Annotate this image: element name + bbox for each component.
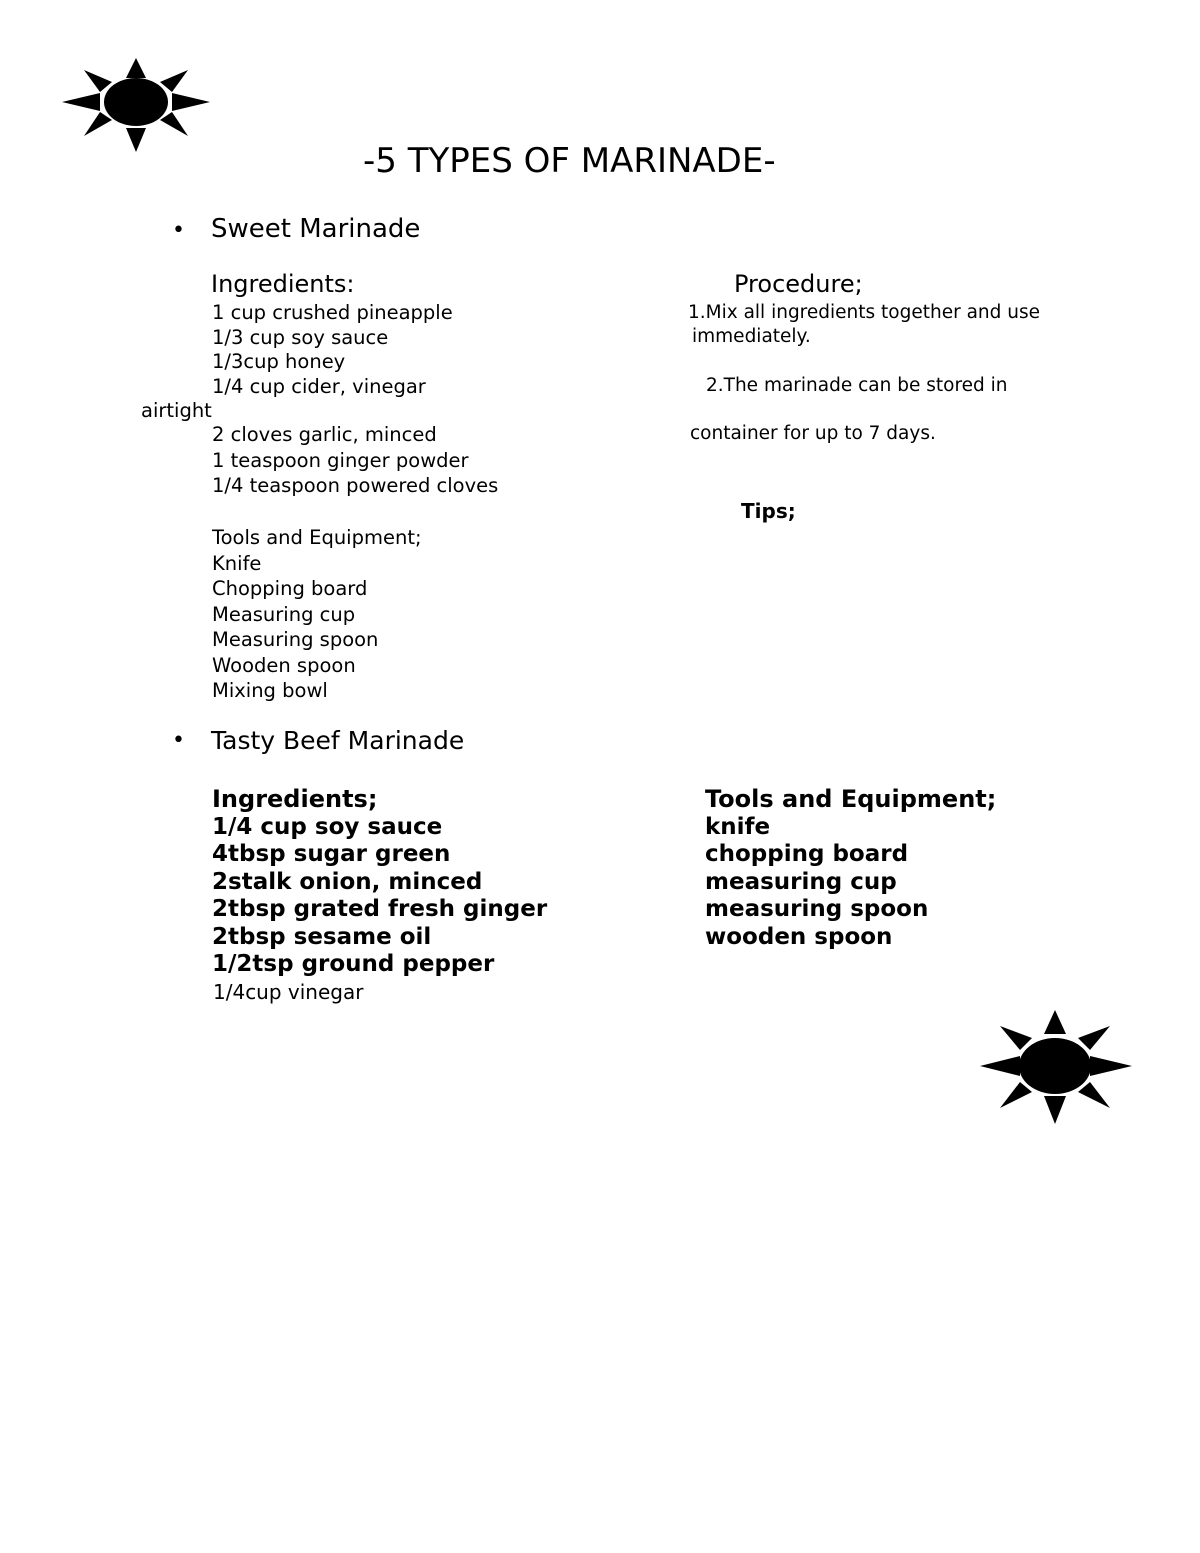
list-item: Measuring cup — [212, 602, 356, 626]
tips-label: Tips; — [741, 499, 796, 523]
list-item: 1/3cup honey — [212, 350, 346, 373]
bullet-dot: • — [172, 218, 185, 243]
beef-tools-list — [705, 786, 996, 951]
list-item: 2stalk onion, minced — [212, 868, 483, 895]
list-item: Wooden spoon — [212, 653, 356, 677]
section-heading-beef: Tasty Beef Marinade — [211, 726, 465, 755]
list-item: 4tbsp sugar green — [212, 841, 451, 867]
list-item: 1 cup crushed pineapple — [212, 301, 453, 324]
procedure-step: 2.The marinade can be stored in — [706, 375, 1008, 396]
list-item: 2tbsp sesame oil — [212, 923, 432, 950]
list-item: Knife — [212, 551, 262, 575]
list-item: 1/4 teaspoon powered cloves — [212, 474, 499, 497]
ingredients-list — [212, 301, 453, 399]
list-item: 1/3 cup soy sauce — [212, 325, 389, 349]
list-item: Chopping board — [212, 577, 368, 600]
bullet-dot: • — [172, 728, 185, 753]
page-title: -5 TYPES OF MARINADE- — [363, 141, 776, 181]
list-item: measuring cup — [705, 868, 897, 895]
list-item: 1/4 cup cider, vinegar — [212, 374, 426, 398]
tools-list — [212, 525, 422, 704]
list-item: 1 teaspoon ginger powder — [212, 448, 469, 472]
section-heading-sweet: Sweet Marinade — [211, 214, 421, 244]
sun-icon — [978, 1008, 1134, 1126]
list-item: 1/4cup vinegar — [213, 980, 364, 1004]
procedure-label: Procedure; — [734, 270, 863, 298]
list-item: Measuring spoon — [212, 628, 379, 651]
ingredients-label: Ingredients; — [212, 785, 378, 813]
list-item: measuring spoon — [705, 896, 929, 922]
list-item: chopping board — [705, 841, 909, 867]
list-item: 2 cloves garlic, minced — [212, 423, 437, 446]
procedure-step: 1.Mix all ingredients together and use — [688, 302, 1041, 323]
ingredients-label: Ingredients: — [211, 270, 355, 298]
list-item: wooden spoon — [705, 923, 893, 950]
procedure-step: immediately. — [692, 326, 811, 347]
tools-label: Tools and Equipment; — [212, 526, 422, 549]
sun-icon — [60, 56, 212, 154]
list-item: knife — [705, 813, 771, 840]
ingredients-list-continued — [212, 422, 498, 499]
list-item: 1/2tsp ground pepper — [212, 951, 495, 977]
list-item: 1/4 cup soy sauce — [212, 813, 443, 840]
procedure-step: container for up to 7 days. — [690, 423, 936, 444]
list-item: Mixing bowl — [212, 679, 328, 702]
beef-ingredients-list — [212, 786, 547, 979]
list-item: 2tbsp grated fresh ginger — [212, 896, 548, 922]
tools-label: Tools and Equipment; — [705, 785, 997, 813]
wrapped-text: airtight — [141, 399, 212, 422]
